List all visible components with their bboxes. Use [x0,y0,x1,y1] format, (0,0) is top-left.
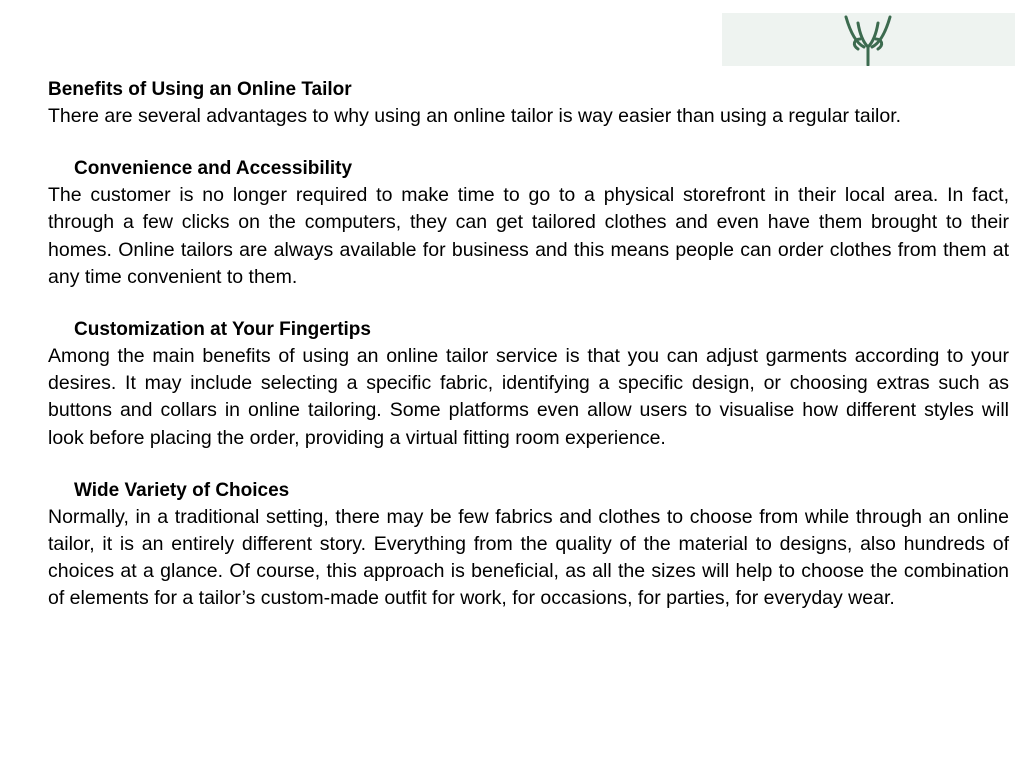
section-heading-variety: Wide Variety of Choices [74,479,290,501]
section-paragraph-customization: Among the main benefits of using an online tailor service is that you can adjust garments according to your desires. It may include selecting a specific fabric, identifying a specific design, or choosing extras such as buttons and collars in online tailoring. Some platforms even allow users to visualise how different styles will look before placing the order, providing a virtual fitting room experience. [48,345,1009,449]
article-body [48,77,1009,613]
section-paragraph-variety: Normally, in a traditional setting, there may be few fabrics and clothes to choose from while through an online tailor, it is an entirely different story. Everything from the quality of the material to designs, also hundreds of choices at a glance. Of course, this approach is beneficial, as all the sizes will help to choose the combination of elements for a tailor’s custom-made outfit for work, for occasions, for parties, for everyday wear. [48,505,1009,610]
section-heading-convenience: Convenience and Accessibility [74,158,353,180]
logo-banner [722,13,1015,66]
trident-w-logo-icon [840,13,896,66]
intro-heading: Benefits of Using an Online Tailor [48,79,352,100]
intro-paragraph: There are several advantages to why using an online tailor is way easier than using a regular tailor. [48,105,902,127]
section-heading-customization: Customization at Your Fingertips [74,319,371,341]
section-paragraph-convenience: The customer is no longer required to make time to go to a physical storefront in their local area. In fact, through a few clicks on the computers, they can get tailored clothes and even have them brought to their homes. Online tailors are always available for business and this means people can order clothes from them at any time convenient to them. [48,184,1009,288]
